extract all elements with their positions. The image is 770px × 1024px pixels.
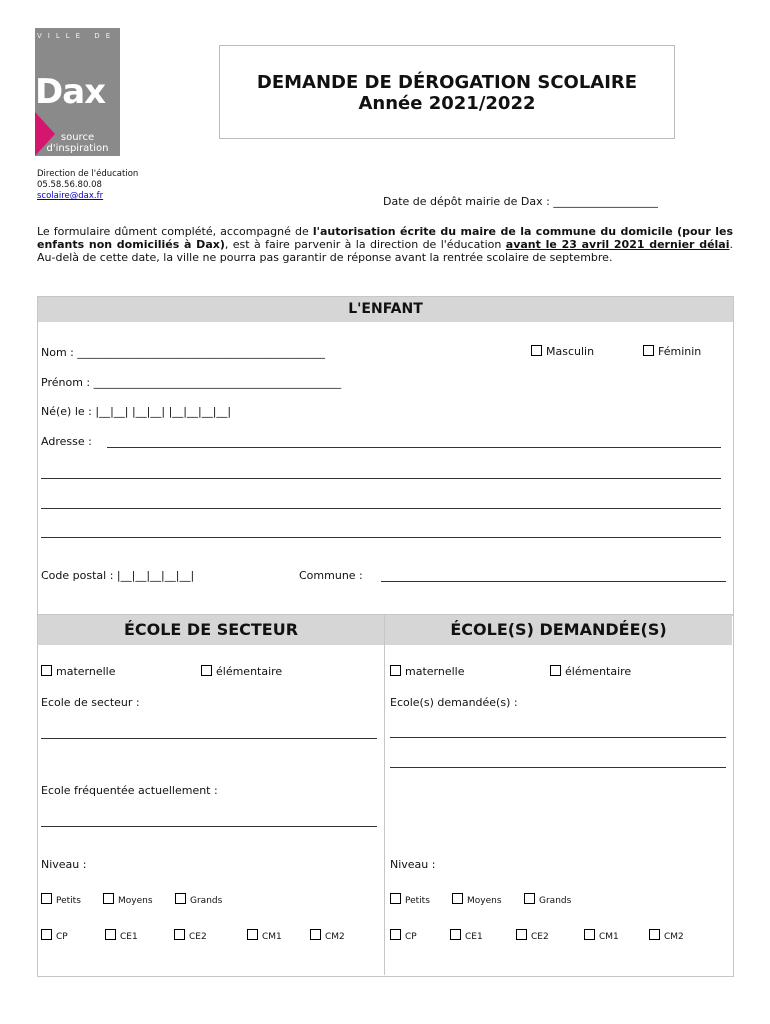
level-label: Petits xyxy=(405,896,430,906)
secteur-elementaire-box[interactable] xyxy=(201,665,212,676)
level-label: CE2 xyxy=(189,932,207,942)
secteur-maternelle-box[interactable] xyxy=(41,665,52,676)
demandee-maternelle-box[interactable] xyxy=(390,665,401,676)
intro-paragraph xyxy=(37,225,733,264)
secteur-maternelle-checkbox[interactable] xyxy=(41,665,116,678)
level-label: CE2 xyxy=(531,932,549,942)
demandee-level-moyens[interactable] xyxy=(452,893,502,906)
secteur-petits-box[interactable] xyxy=(41,893,52,904)
demandee-maternelle-checkbox[interactable] xyxy=(390,665,465,678)
demandee-cm1-box[interactable] xyxy=(584,929,595,940)
code-postal-field[interactable]: Code postal : |__|__|__|__|__| xyxy=(41,569,195,582)
demandee-petits-box[interactable] xyxy=(390,893,401,904)
demandee-grands-box[interactable] xyxy=(524,893,535,904)
secteur-cp-box[interactable] xyxy=(41,929,52,940)
intro-text-3: . Au-delà de cette date, la ville ne pourra pas garantir de réponse avant la rentrée scolaire de septembre. xyxy=(37,238,733,264)
ecoles-demandees-line-1[interactable] xyxy=(390,737,726,738)
logo-name: Dax xyxy=(35,72,106,112)
demandee-elementaire-label: élémentaire xyxy=(565,665,632,678)
level-label: CM2 xyxy=(664,932,684,942)
level-label: CM1 xyxy=(262,932,282,942)
secteur-cm1-box[interactable] xyxy=(247,929,258,940)
demandee-level-grands[interactable] xyxy=(524,893,571,906)
demandee-cm2-box[interactable] xyxy=(649,929,660,940)
level-label: Moyens xyxy=(467,896,502,906)
level-label: Grands xyxy=(190,896,223,906)
logo-town: VILLE DE xyxy=(37,32,117,40)
secteur-maternelle-label: maternelle xyxy=(56,665,116,678)
intro-text-2: , est à faire parvenir à la direction de l'éducation xyxy=(224,238,506,251)
secteur-heading: ÉCOLE DE SECTEUR xyxy=(38,615,384,645)
secteur-level-ce2[interactable] xyxy=(174,929,207,942)
ecoles-demandees-line-2[interactable] xyxy=(390,767,726,768)
adresse-line-2[interactable] xyxy=(41,478,721,479)
demandee-maternelle-label: maternelle xyxy=(405,665,465,678)
title-box xyxy=(219,45,675,139)
dax-logo xyxy=(35,28,120,156)
feminin-box[interactable] xyxy=(643,345,654,356)
secteur-elementaire-checkbox[interactable] xyxy=(201,665,282,678)
level-label: CP xyxy=(405,932,417,942)
adresse-line-1[interactable] xyxy=(107,447,721,448)
level-label: CM1 xyxy=(599,932,619,942)
demandee-cp-box[interactable] xyxy=(390,929,401,940)
feminin-label: Féminin xyxy=(658,345,702,358)
school-year: Année 2021/2022 xyxy=(358,93,536,114)
secteur-elementaire-label: élémentaire xyxy=(216,665,283,678)
level-label: CP xyxy=(56,932,68,942)
demandee-level-petits[interactable] xyxy=(390,893,430,906)
demandee-elementaire-checkbox[interactable] xyxy=(550,665,631,678)
intro-bold-1: l'autorisation écrite du maire de la commune du domicile (pour les enfants non domiciliés à Dax) xyxy=(37,225,733,251)
adresse-line-3[interactable] xyxy=(41,508,721,509)
demandee-heading: ÉCOLE(S) DEMANDÉE(S) xyxy=(385,615,732,645)
secteur-ce1-box[interactable] xyxy=(105,929,116,940)
demandee-elementaire-box[interactable] xyxy=(550,665,561,676)
logo-tagline-line2: d'inspiration xyxy=(46,143,109,154)
contact-block xyxy=(37,169,138,202)
masculin-box[interactable] xyxy=(531,345,542,356)
commune-label: Commune : xyxy=(299,569,363,582)
intro-deadline: avant le 23 avril 2021 dernier délai xyxy=(505,238,730,251)
page-title: DEMANDE DE DÉROGATION SCOLAIRE xyxy=(256,72,638,93)
prenom-field[interactable]: Prénom : _____________________________________________ xyxy=(41,376,342,389)
nom-field[interactable]: Nom : _____________________________________________ xyxy=(41,346,325,359)
birthdate-field[interactable]: Né(e) le : |__|__| |__|__| |__|__|__|__| xyxy=(41,405,232,418)
level-label: CE1 xyxy=(465,932,483,942)
contact-email-link[interactable]: scolaire@dax.fr xyxy=(37,191,104,201)
ecole-secteur-label: Ecole de secteur : xyxy=(41,696,140,709)
ecole-frequentee-label: Ecole fréquentée actuellement : xyxy=(41,784,218,797)
enfant-heading: L'ENFANT xyxy=(38,297,733,322)
secteur-level-moyens[interactable] xyxy=(103,893,153,906)
secteur-level-cm1[interactable] xyxy=(247,929,282,942)
demandee-ce1-box[interactable] xyxy=(450,929,461,940)
demandee-level-cp[interactable] xyxy=(390,929,417,942)
contact-service: Direction de l'éducation xyxy=(37,169,139,179)
depot-date-field[interactable]: Date de dépôt mairie de Dax : ___________________ xyxy=(383,195,658,208)
secteur-level-cp[interactable] xyxy=(41,929,68,942)
feminin-checkbox[interactable] xyxy=(643,345,701,358)
demandee-level-ce2[interactable] xyxy=(516,929,549,942)
ecole-frequentee-line[interactable] xyxy=(41,826,377,827)
logo-tagline xyxy=(35,132,120,154)
level-label: CM2 xyxy=(325,932,345,942)
secteur-level-cm2[interactable] xyxy=(310,929,345,942)
level-label: Grands xyxy=(539,896,572,906)
ecoles-divider xyxy=(384,615,385,975)
adresse-label: Adresse : xyxy=(41,435,92,448)
secteur-level-grands[interactable] xyxy=(175,893,222,906)
secteur-level-ce1[interactable] xyxy=(105,929,138,942)
adresse-line-4[interactable] xyxy=(41,537,721,538)
masculin-checkbox[interactable] xyxy=(531,345,594,358)
enfant-section xyxy=(37,296,734,616)
demandee-moyens-box[interactable] xyxy=(452,893,463,904)
secteur-level-petits[interactable] xyxy=(41,893,81,906)
demandee-level-cm2[interactable] xyxy=(649,929,684,942)
demandee-level-cm1[interactable] xyxy=(584,929,619,942)
level-label: Petits xyxy=(56,896,81,906)
demandee-ce2-box[interactable] xyxy=(516,929,527,940)
secteur-cm2-box[interactable] xyxy=(310,929,321,940)
secteur-ce2-box[interactable] xyxy=(174,929,185,940)
secteur-grands-box[interactable] xyxy=(175,893,186,904)
contact-phone: 05.58.56.80.08 xyxy=(37,180,102,190)
intro-text-1: Le formulaire dûment complété, accompagné de xyxy=(37,225,313,238)
logo-tagline-line1: source xyxy=(60,132,95,143)
masculin-label: Masculin xyxy=(546,345,595,358)
level-label: Moyens xyxy=(118,896,153,906)
secteur-moyens-box[interactable] xyxy=(103,893,114,904)
demandee-niveau-label: Niveau : xyxy=(390,858,436,871)
secteur-niveau-label: Niveau : xyxy=(41,858,87,871)
demandee-level-ce1[interactable] xyxy=(450,929,483,942)
commune-line[interactable] xyxy=(381,581,726,582)
ecole-secteur-line[interactable] xyxy=(41,738,377,739)
ecoles-demandees-label: Ecole(s) demandée(s) : xyxy=(390,696,518,709)
level-label: CE1 xyxy=(120,932,138,942)
